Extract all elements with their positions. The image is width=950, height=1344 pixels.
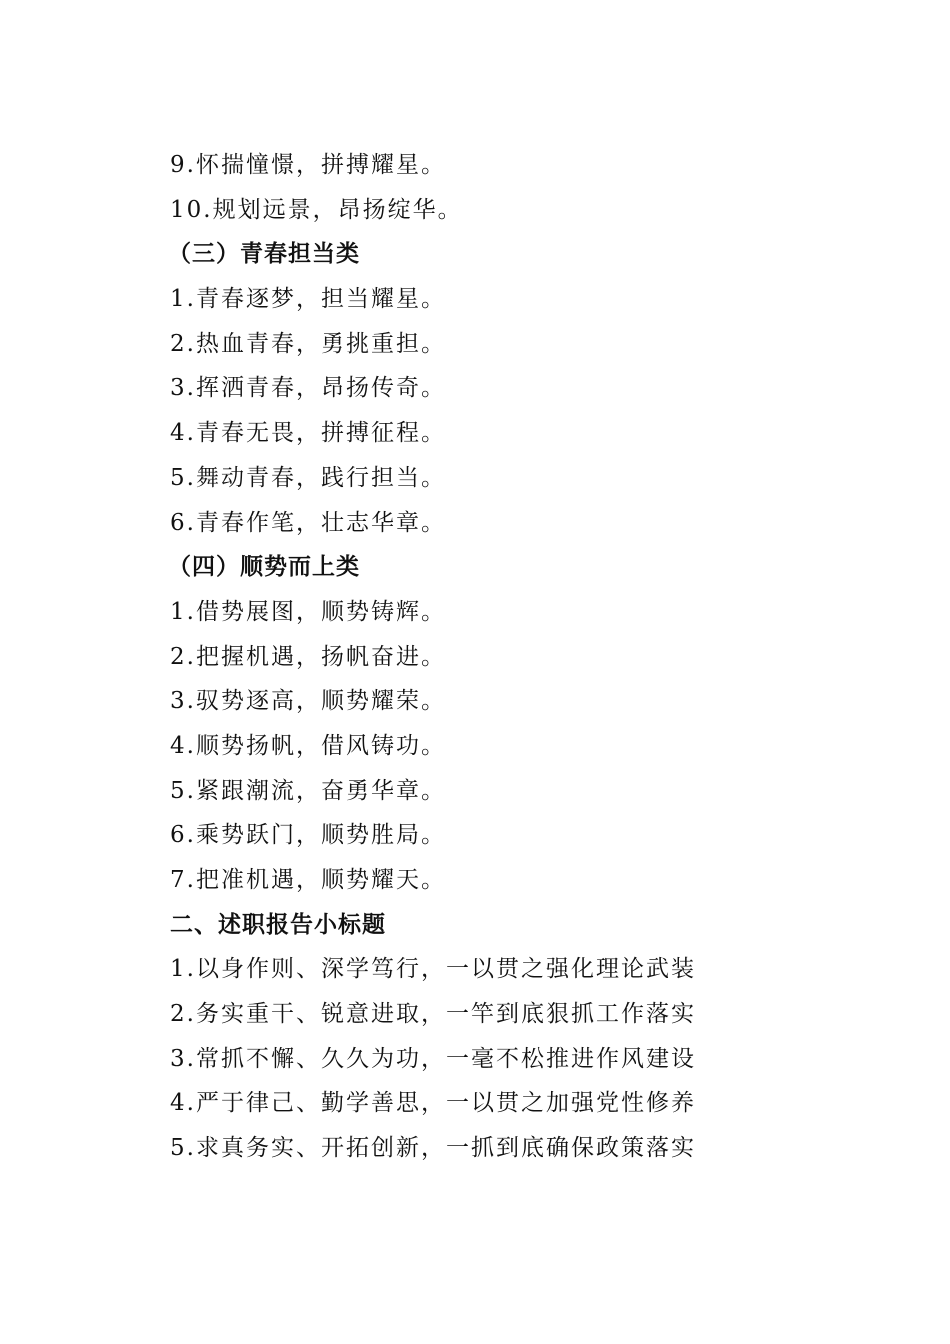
list-item: 5.求真务实、开拓创新，一抓到底确保政策落实 (170, 1135, 696, 1162)
list-item: 10.规划远景，昂扬绽华。 (170, 196, 463, 223)
list-item: 4.顺势扬帆，借风铸功。 (170, 732, 446, 759)
list-item: 2.把握机遇，扬帆奋进。 (170, 643, 446, 670)
list-item: 6.青春作笔，壮志华章。 (170, 509, 446, 536)
list-item: 5.舞动青春，践行担当。 (170, 464, 446, 491)
list-item: 3.常抓不懈、久久为功，一毫不松推进作风建设 (170, 1045, 696, 1072)
list-item: 6.乘势跃门，顺势胜局。 (170, 822, 446, 849)
list-item: 5.紧跟潮流，奋勇华章。 (170, 777, 446, 804)
list-item: 3.驭势逐高，顺势耀荣。 (170, 688, 446, 715)
list-item: 1.借势展图，顺势铸辉。 (170, 598, 446, 625)
list-item: 2.热血青春，勇挑重担。 (170, 330, 446, 357)
list-item: 1.以身作则、深学笃行，一以贯之强化理论武装 (170, 956, 696, 983)
section-heading-report: 二、述职报告小标题 (170, 911, 386, 938)
section-heading-momentum: （四）顺势而上类 (168, 554, 360, 581)
list-item: 9.怀揣憧憬，拼搏耀星。 (170, 152, 446, 178)
list-item: 2.务实重干、锐意进取，一竿到底狠抓工作落实 (170, 1001, 696, 1028)
section-heading-youth: （三）青春担当类 (168, 241, 360, 268)
list-item: 7.把准机遇，顺势耀天。 (170, 867, 446, 893)
list-item: 3.挥洒青春，昂扬传奇。 (170, 375, 446, 402)
list-item: 4.严于律己、勤学善思，一以贯之加强党性修养 (170, 1090, 696, 1117)
list-item: 4.青春无畏，拼搏征程。 (170, 420, 446, 447)
document-body (170, 143, 870, 1171)
list-item: 1.青春逐梦，担当耀星。 (170, 286, 446, 313)
